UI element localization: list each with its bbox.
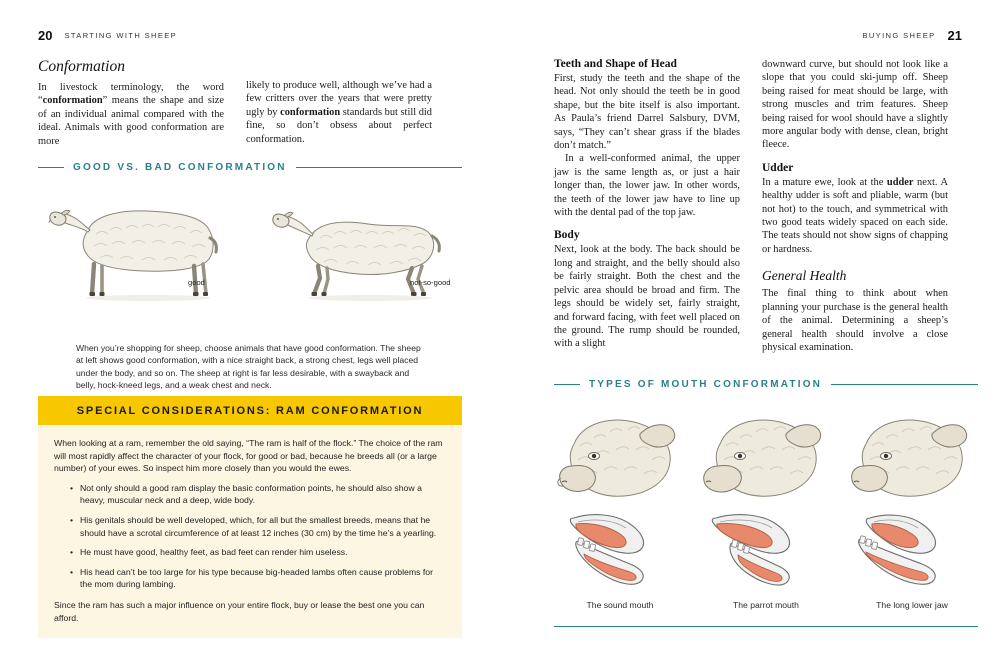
section-heading-conformation: Conformation — [38, 58, 125, 75]
sidebar-intro: When looking at a ram, remember the old saying, “The ram is half of the flock.” The choice of the ram will most rapidly affect the character of your flock, for good or bad, because he breeds all (or a large number) of your ewes. So inspect him more closely than you would the ewes. — [54, 438, 443, 474]
mouth-cell-parrot — [700, 404, 832, 610]
rule-left — [554, 384, 580, 385]
column-1 — [38, 58, 224, 148]
figure-heading-label: GOOD VS. BAD CONFORMATION — [73, 162, 287, 173]
long-lower-jaw-illustration — [846, 404, 978, 594]
buying-sheep-columns — [554, 58, 948, 354]
figure-heading-good-vs-bad — [38, 162, 462, 173]
heading-general-health: General Health — [762, 268, 847, 284]
running-head-left — [38, 28, 177, 42]
mouth-cell-long-lower-jaw — [846, 404, 978, 610]
running-title-right: BUYING SHEEP — [862, 30, 936, 40]
column-2 — [246, 58, 432, 148]
sidebar-body — [38, 425, 462, 638]
sound-mouth-illustration — [554, 404, 686, 594]
mouth-caption: The parrot mouth — [733, 600, 799, 610]
sidebar-outro: Since the ram has such a major influence on your entire flock, buy or lease the best one you can afford. — [54, 599, 425, 623]
teeth-paragraph-1: First, study the teeth and the shape of the head. Not only should the teeth be in good shape, but the bite itself is also important. As Paula’s friend Darrel Salsbury, DVM, says, “They can’t shear grass if the blades don’t match.” — [554, 73, 740, 152]
general-health-paragraph: The final thing to think about when planning your purchase is the general health of the animal. Determining a sheep’s general health should involve a close physical examination. — [762, 288, 948, 353]
good-sheep-illustration — [48, 186, 248, 306]
figure-bottom-rule — [554, 626, 978, 627]
not-so-good-sheep-illustration — [270, 186, 470, 306]
sheep-illustrations — [38, 186, 462, 316]
heading-body: Body — [554, 229, 580, 242]
sidebar-bullet-list — [54, 482, 446, 591]
label-not-so-good: not-so-good — [410, 278, 451, 287]
running-title-left: STARTING WITH SHEEP — [64, 30, 178, 40]
right-page — [500, 0, 1000, 661]
mouth-cell-sound — [554, 404, 686, 610]
conformation-paragraph-1: In livestock terminology, the word “conformation” means the shape and size of an individual animal compared with the ideal. Animals with good conformation are more — [38, 82, 224, 147]
mouth-figure-grid — [554, 404, 978, 610]
heading-teeth-and-shape-of-head: Teeth and Shape of Head — [554, 58, 677, 70]
conformation-columns — [38, 58, 432, 148]
sidebar-title: SPECIAL CONSIDERATIONS: RAM CONFORMATION — [38, 396, 462, 425]
figure-heading-mouth-conformation — [554, 379, 978, 390]
body-paragraph-1: Next, look at the body. The back should be long and straight, and the belly should also be fairly straight. Both the chest and the pelvic area should be broad and firm. The legs should be widely set, fairly straight, and forward facing, with feet well placed on the ground. The rump should be rounded, with a slight — [554, 244, 740, 350]
figure-caption: When you’re shopping for sheep, choose animals that have good conformation. The sheep at left shows good conformation, with a nice straight back, a strong chest, legs well placed under the body, and so on. The sheep at right is far less desirable, with a swayback and belly, hock-kneed legs, and a weak chest and neck. — [76, 343, 421, 391]
mouth-caption: The sound mouth — [586, 600, 654, 610]
body-paragraph-continued: downward curve, but should not look like a slope that you could ski-jump off. Sheep being raised for meat should be large, with strong muscles and trim features. Sheep being raised for wool should have a slightly more angular body with dense, clean, bright fleece. — [762, 59, 948, 151]
column-1 — [554, 58, 740, 354]
teeth-paragraph-2: In a well-conformed animal, the upper jaw is the same length as, or just a hair longer than, the lower jaw. In other words, the teeth of the lower jaw have to line up with the dental pad of the top jaw. — [554, 153, 740, 219]
parrot-mouth-illustration — [700, 404, 832, 594]
mouth-figure-heading-label: TYPES OF MOUTH CONFORMATION — [589, 379, 823, 390]
rule-left — [38, 167, 64, 168]
mouth-caption: The long lower jaw — [876, 600, 948, 610]
mouth-conformation-figure — [554, 404, 978, 610]
rule-right — [831, 384, 978, 385]
running-head-right — [862, 28, 962, 42]
heading-udder: Udder — [762, 161, 794, 174]
label-good: good — [188, 278, 205, 287]
rule-right — [296, 167, 462, 168]
sheep-illustration-block — [38, 186, 462, 392]
folio-left: 20 — [38, 27, 53, 43]
conformation-paragraph-2: likely to produce well, although we’ve had a few critters over the years that were pretty ugly by conformation standards but still did fine, so don’t obsess about perfect conformation. — [246, 80, 433, 145]
list-item: • His head can’t be too large for his type because big-headed lambs often cause problems for the mom during lambing. — [70, 566, 446, 591]
folio-right: 21 — [947, 27, 962, 43]
column-2 — [762, 58, 948, 354]
list-item: • His genitals should be well developed, which, for all but the smallest breeds, means that he should have a scrotal circumference of at least 12 inches (30 cm) by the time he’s a yearling. — [70, 514, 446, 539]
special-considerations-box — [38, 396, 462, 638]
udder-paragraph: In a mature ewe, look at the udder next. A healthy udder is soft and pliable, warm (but not hot) to the touch, and symmetrical with two good teats widely spaced on each side. The teats should not show signs of chapping or hardness. — [762, 176, 948, 255]
list-item: • Not only should a good ram display the basic conformation points, he should also show a heavy, muscular neck and a deep, wide body. — [70, 482, 446, 507]
list-item: • He must have good, healthy feet, as bad feet can render him useless. — [70, 546, 446, 559]
